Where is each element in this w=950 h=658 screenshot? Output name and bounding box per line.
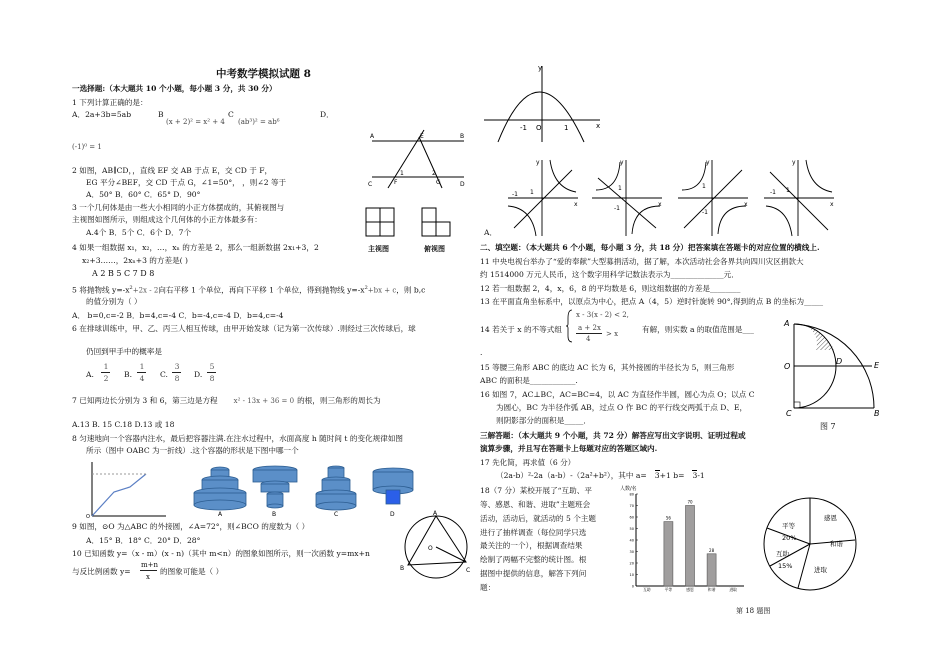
bar-category-label: 和谐 xyxy=(707,587,716,592)
bar-平等 xyxy=(664,522,673,586)
q10-part-b: 的图象可能是（ ） xyxy=(160,567,224,576)
bar-y-tick: 50 xyxy=(629,527,634,531)
q17-root-1: 3 xyxy=(654,471,660,480)
section-1-heading: 一选择题:（本大题共 10 个小题，每小题 3 分，共 30 分） xyxy=(72,84,277,93)
q6-a-den: 2 xyxy=(103,374,109,383)
svg-text:1: 1 xyxy=(786,187,790,194)
q14-inequality-1: x - 3(x - 2) < 2, xyxy=(576,311,629,319)
q17-root-2: 3 xyxy=(692,471,698,480)
q1-option-c-expr: (ab³)² = ab⁶ xyxy=(238,118,280,126)
q17-tail: -1 xyxy=(697,471,705,480)
q6-d-den: 8 xyxy=(209,374,215,383)
q5-line-2: 的值分别为（ ） xyxy=(86,297,142,306)
q1-stem: 1 下列计算正确的是： xyxy=(72,98,148,107)
page-title: 中考数学模拟试题 8 xyxy=(216,68,311,80)
q8-containers-figure xyxy=(188,458,418,518)
bar-y-tick: 80 xyxy=(629,492,634,497)
q9-options: A．15° B．18° C．20° D．28° xyxy=(86,536,201,545)
q8-water-level-graph xyxy=(84,460,168,520)
container-c-label: C xyxy=(334,511,339,518)
q18-line-5: 最关注的一个），根据调查结果 xyxy=(480,541,583,550)
q10-line-1: 10 已知函数 y=（x - m）(x - n)（其中 m<n）的图象如图所示，则一次函数 y=mx+n xyxy=(72,549,370,558)
bar-y-tick: 30 xyxy=(629,550,634,554)
q6-line-1: 6 在排球训练中，甲、乙、丙三人相互传球，由甲开始发球（记为第一次传球）.则经过三次传球后，球 xyxy=(72,324,416,333)
q5-part-c: 向右平移 1 个单位，再向下平移 1 个单位，得到抛物线 y=-x xyxy=(158,285,365,295)
q5-part-a: 5 将抛物线 y=-x xyxy=(72,285,130,295)
q3-line-1: 3 一个几何体是由一些大小相同的小正方体摆成的，其俯视图与 xyxy=(72,203,285,212)
bar-y-tick: 20 xyxy=(629,561,634,566)
bar-value-label: 70 xyxy=(687,499,693,505)
q7-part-b: 的根，则三角形的周长为 xyxy=(297,396,381,405)
q14-part-b: 有解，则实数 a 的取值范围是___ xyxy=(642,325,754,334)
q6-option-d: D. xyxy=(194,370,203,379)
q1-option-b-expr: (x + 2)² = x² + 4 xyxy=(166,118,225,126)
q3-options: A.4个 B．5个 C．6个 D．7个 xyxy=(86,228,192,237)
fig-label-1: 1 xyxy=(400,170,404,177)
bar-y-tick: 60 xyxy=(629,515,634,520)
q1-option-b: B xyxy=(158,110,164,119)
svg-text:-1: -1 xyxy=(770,189,776,196)
q3-line-2: 主视图如图所示，则组成这个几何体的小正方体最多有： xyxy=(72,215,262,224)
q18-line-8: 题： xyxy=(480,583,496,592)
bar-感恩 xyxy=(686,506,695,587)
svg-text:C: C xyxy=(786,409,792,418)
q14-ineq-2-rhs: > x xyxy=(606,330,619,338)
q2-line-2: EG 平分∠BEF，交 CD 于点 G，∠1=50°， ，则∠2 等于 xyxy=(86,178,287,187)
fig-label-c: C xyxy=(368,181,373,188)
q1-option-c: C xyxy=(228,110,234,119)
pie-label-huzhu: 互助 xyxy=(776,550,789,558)
pie-label-15pct: 15% xyxy=(778,562,793,570)
q3-views-figure xyxy=(364,206,464,242)
bar-chart-ylabel: 人数/名 xyxy=(620,486,637,492)
q6-c-num: 3 xyxy=(174,362,180,371)
q6-a-num: 1 xyxy=(103,362,109,371)
svg-text:-1: -1 xyxy=(614,205,620,212)
q8-line-1: 8 匀速地向一个容器内注水，最后把容器注满.在注水过程中，水面高度 h 随时间 t 的变化规律如图 xyxy=(72,434,404,443)
q10-origin: O xyxy=(536,124,542,132)
container-d-label: D xyxy=(390,511,395,518)
svg-text:-1: -1 xyxy=(512,191,518,198)
q6-c-den: 8 xyxy=(174,374,180,383)
bar-和谐 xyxy=(707,554,716,586)
q10-answer-graphs xyxy=(506,158,836,240)
q10-y-label: y xyxy=(538,64,543,72)
q17-mid: +1 b= xyxy=(659,471,685,480)
fig-label-b: B xyxy=(460,133,465,140)
q10-tick-m1: -1 xyxy=(520,124,527,132)
q5-line-1: 5 将抛物线 $y=-x^2+2x - 2$向右平移 1 个单位，再向下平移 1 个单位，得到抛物线 $y=-x^2+bx + c$，则 b,c xyxy=(72,285,426,295)
q6-d-num: 5 xyxy=(209,362,215,371)
bar-category-label: 进取 xyxy=(729,587,737,592)
q10-tick-p1: 1 xyxy=(564,124,569,132)
q2-parallel-lines-figure xyxy=(364,128,468,190)
q4-line-2: x₂+3……，2xₙ+3 的方差是( ) xyxy=(82,256,189,265)
container-a-label: A xyxy=(218,511,223,518)
q6-b-num: 1 xyxy=(139,362,145,371)
svg-text:y: y xyxy=(620,159,624,166)
q5-part-b: +2x - 2 xyxy=(132,286,159,295)
svg-text:D: D xyxy=(836,357,843,366)
bar-category-label: 平等 xyxy=(664,587,673,592)
q14-dot: . xyxy=(480,348,483,357)
q15-line-2: ABC 的面积是____________. xyxy=(480,376,578,385)
q7-options: A.13 B. 15 C.18 D.13 或 18 xyxy=(72,420,175,429)
q4-line-1: 4 如果一组数据 x₁，x₂，…，xₙ 的方差是 2，那么一组新数据 2x₁+3，2 xyxy=(72,243,319,252)
bar-y-tick: 0 xyxy=(631,584,634,589)
q18-line-1: 18（7 分）某校开展了“互助、平 xyxy=(480,486,592,495)
q1-option-d: D． xyxy=(320,110,334,119)
bar-value-label: 56 xyxy=(665,515,671,521)
svg-text:O: O xyxy=(784,362,791,371)
svg-text:O: O xyxy=(428,545,433,552)
pie-label-hexie: 和谐 xyxy=(830,540,843,548)
pie-label-20pct: 20% xyxy=(782,534,797,542)
q15-line-1: 15 等腰三角形 ABC 的底边 AC 长为 6，其外接圆的半径长为 5，则三角形 xyxy=(480,363,735,372)
q16-line-2: 为圆心，BC 为半径作弧 AB，过点 O 作 BC 的平行线交两弧于点 D、E， xyxy=(496,403,748,412)
q6-option-a: A. xyxy=(86,370,94,379)
svg-text:x: x xyxy=(658,201,662,208)
q6-line-2: 仍回到甲手中的概率是 xyxy=(86,347,162,356)
svg-text:1: 1 xyxy=(702,183,706,190)
q18-bar-chart xyxy=(620,482,750,598)
fig-label-f: F xyxy=(394,179,398,186)
section-2-heading: 二、填空题：（本大题共 6 个小题，每小题 3 分，共 18 分）把答案填在答题卡的对应位置的横线上. xyxy=(480,243,820,252)
q1-option-d-expr: (-1)⁰ = 1 xyxy=(72,143,102,151)
svg-text:C: C xyxy=(466,567,471,574)
q11-line-1: 11 中央电视台举办了“爱的奉献”大型募捐活动，据了解，本次活动社会各界共向四川灾区捐款大 xyxy=(480,257,804,266)
fig-label-a: A xyxy=(370,133,375,140)
q12: 12 若一组数据 2，4，x，6，8 的平均数是 6，则这组数据的方差是________ xyxy=(480,284,741,293)
svg-text:1: 1 xyxy=(618,185,622,192)
q10-frac-den: x xyxy=(146,573,150,581)
svg-text:B: B xyxy=(874,409,880,418)
q14-ineq-2-num: a + 2x xyxy=(578,324,601,332)
q7-equation: x² - 13x + 36 = 0 xyxy=(233,397,295,405)
q2-options: A．50° B．60° C．65° D．90° xyxy=(86,190,201,199)
svg-text:y: y xyxy=(706,159,710,166)
q18-line-6: 绘制了两幅不完整的统计图。根 xyxy=(480,555,587,564)
q9-circumcircle-figure xyxy=(396,510,476,582)
q10-x-label: x xyxy=(596,122,601,130)
q18-pie-chart xyxy=(758,494,862,594)
pie-label-pingdeng: 平等 xyxy=(782,522,795,530)
pie-label-ganen: 感恩 xyxy=(824,514,837,522)
q17-line-2 xyxy=(496,471,705,480)
bar-value-label: 28 xyxy=(709,547,715,553)
q2-line-1: 2 如图，AB∥CD，，直线 EF 交 AB 于点 E，交 CD 于 F， xyxy=(72,166,273,175)
q16-line-1: 16 如图 7，AC⊥BC，AC=BC=4，以 AC 为直径作半圆，圆心为点 O；以点 C xyxy=(480,390,755,399)
q7-line-1 xyxy=(72,396,381,406)
fig-label-d: D xyxy=(460,181,465,188)
bar-y-tick: 10 xyxy=(629,573,634,577)
q17-line-1: 17 先化简，再求值（6 分） xyxy=(480,458,576,467)
front-view-label: 主视图 xyxy=(368,244,389,253)
bar-y-tick: 70 xyxy=(629,504,634,508)
q17-part-a: （2a-b）²-2a（a-b）-（2a²+b²），其中 a= xyxy=(496,471,647,480)
container-b-label: B xyxy=(272,511,277,518)
q18-line-4: 进行了抽样调查（每位同学只选 xyxy=(480,528,587,537)
q18-figure-label: 第 18 题图 xyxy=(736,607,771,615)
q6-b-den: 4 xyxy=(139,374,145,383)
fig-label-2: 2 xyxy=(432,170,436,177)
svg-text:x: x xyxy=(830,201,834,208)
svg-text:x: x xyxy=(574,201,578,208)
q16-line-3: 则阴影部分的面积是_____． xyxy=(496,416,591,425)
svg-text:y: y xyxy=(792,159,796,166)
q18-line-2: 等、感恩、和谐、进取”主题班会 xyxy=(480,500,591,509)
top-view-label: 俯视图 xyxy=(424,244,445,253)
q5-options: A． b=0,c=-2 B．b=4,c=-4 C．b=-4,c=-4 D．b=4,c=-4 xyxy=(72,311,284,320)
section-3-heading-2: 演算步骤，并且写在答题卡上每题对应的答题区域内. xyxy=(480,444,658,453)
q8-origin-label: O xyxy=(86,514,90,520)
bar-category-label: 互助 xyxy=(643,587,651,592)
q10-part-a: 与反比例函数 y= xyxy=(72,567,131,576)
q18-line-7: 据图中提供的信息，解答下列问 xyxy=(480,569,587,578)
q1-option-a: A．2a+3b=5ab xyxy=(72,110,132,119)
q16-figure-label: 图 7 xyxy=(820,422,836,431)
q4-options: A 2 B 5 C 7 D 8 xyxy=(92,269,155,278)
q6-option-b: B. xyxy=(124,370,132,379)
bar-y-tick: 40 xyxy=(629,538,634,543)
svg-text:1: 1 xyxy=(530,189,534,196)
svg-text:x: x xyxy=(744,201,748,208)
pie-label-jinqu: 进取 xyxy=(814,566,827,574)
q5-part-d: +bx + c xyxy=(367,286,397,295)
q14-part-a: 14 若关于 x 的不等式组 xyxy=(480,325,562,334)
svg-text:E: E xyxy=(874,361,880,370)
q10-answer-a-label: A． xyxy=(484,228,498,237)
section-3-heading-1: 三解答题：（本大题共 9 个小题，共 72 分）解答应写出文字说明、证明过程或 xyxy=(480,431,746,440)
svg-text:A: A xyxy=(433,510,438,517)
q7-part-a: 7 已知两边长分别为 3 和 6，第三边是方程 xyxy=(72,396,218,405)
fig-label-g: G xyxy=(436,179,441,186)
svg-text:y: y xyxy=(536,159,540,166)
q14-ineq-2-den: 4 xyxy=(586,335,591,343)
svg-text:A: A xyxy=(784,319,790,328)
q6-option-c: C. xyxy=(160,370,168,379)
q10-frac-num: m+n xyxy=(141,561,159,569)
svg-text:B: B xyxy=(400,565,405,572)
q13: 13 在平面直角坐标系中，以原点为中心，把点 A（4，5）逆时针旋转 90°,得到的点 B 的坐标为_____ xyxy=(480,297,824,306)
q11-line-2: 约 1514000 万元人民币，这个数字用科学记数法表示为______________元． xyxy=(480,270,739,279)
q8-line-2: 所示（图中 OABC 为一折线）.这个容器的形状是下图中哪一个 xyxy=(86,446,299,455)
q18-line-3: 活动，活动后，就活动的 5 个主题 xyxy=(480,514,596,523)
bar-category-label: 感恩 xyxy=(686,587,694,592)
q16-arc-figure xyxy=(782,316,882,420)
q10-parabola-graph xyxy=(480,62,604,144)
q5-part-e: ，则 b,c xyxy=(396,285,426,295)
fig-label-e: E xyxy=(420,133,424,140)
q9-line-1: 9 如图，⊙O 为△ABC 的外接圆，∠A=72°，则∠BCO 的度数为（ ） xyxy=(72,522,310,531)
svg-text:-1: -1 xyxy=(702,209,708,216)
